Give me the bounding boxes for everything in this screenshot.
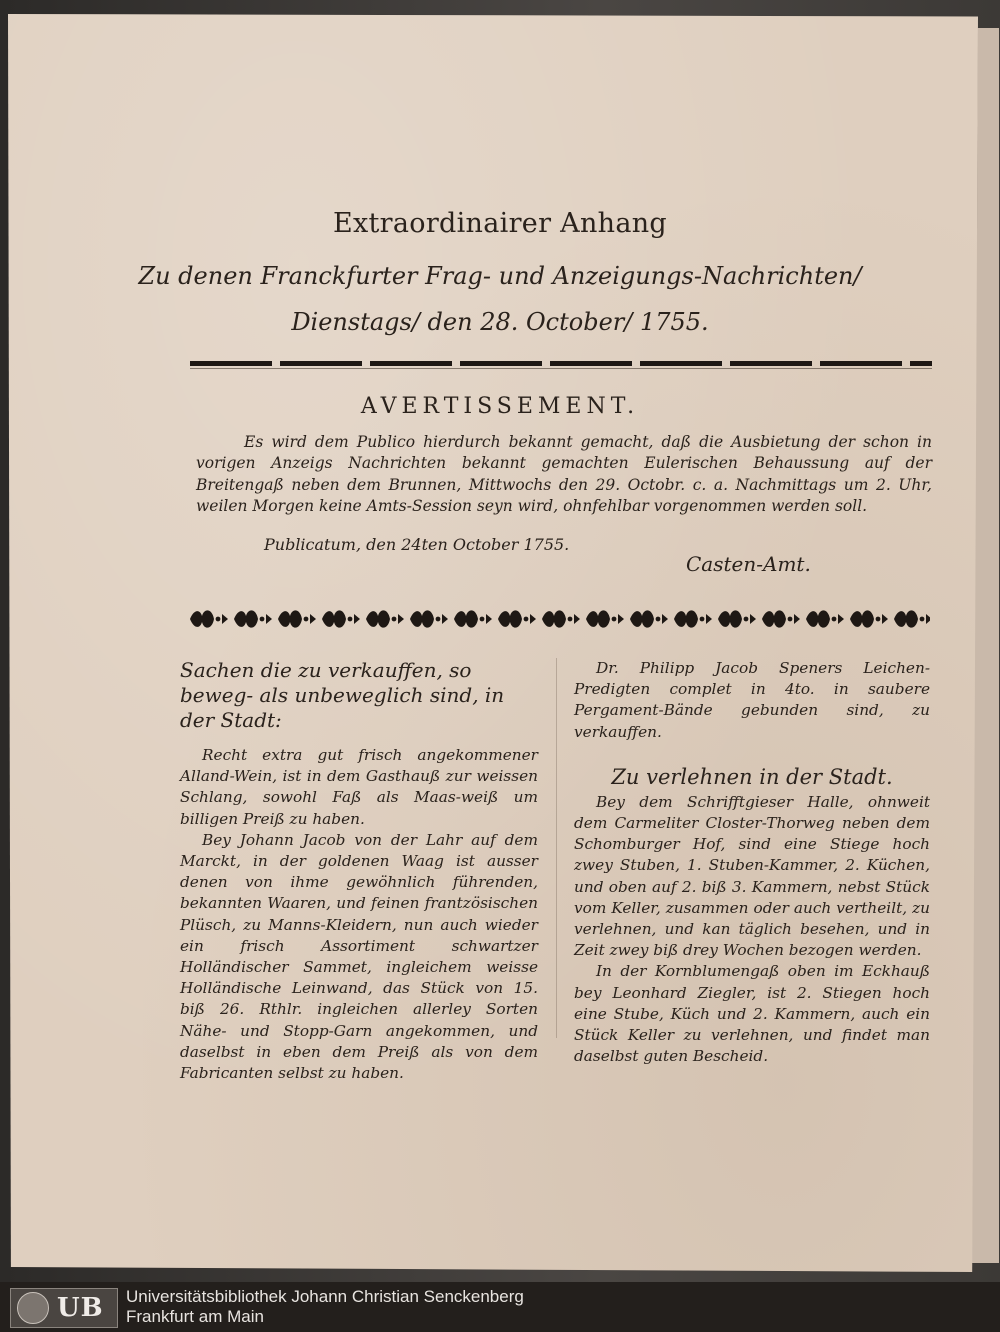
ornament-motif — [366, 610, 404, 627]
document-subtitle: Zu denen Franckfurter Frag- und Anzeigungs-Nachrichten/ — [138, 262, 862, 290]
right-intro-paragraph: Dr. Philipp Jacob Speners Leichen-Predigten complet in 4to. in saubere Pergament-Bände gebunden sind, zu verkauffen. — [574, 659, 930, 741]
avertissement-body: Es wird dem Publico hierdurch bekannt gemacht, daß die Ausbietung der schon in vorigen Anzeigs Nachrichten bekannt gemachten Eulerischen Behaussung auf der Breitengaß neben dem Brunnen, Mittwochs den 29. Octobr. c. a. Nachmittags um 2. Uhr, weilen Morgen keine Amts-Session seyn wird, ohnfehlbar vorgenommen werden soll. — [196, 433, 932, 515]
dashed-rule — [190, 361, 932, 366]
ornament-motif — [190, 610, 228, 627]
right-paragraph-2: In der Kornblumengaß oben im Eckhauß bey Leonhard Ziegler, ist 2. Stiegen hoch eine Stube, Küch und 2. Kammern, auch ein Stück Keller zu verlehnen, und findet man daselbst guten Bescheid. — [574, 962, 930, 1066]
document-date: Dienstags/ den 28. October/ 1755. — [291, 308, 709, 336]
ornament-motif — [718, 610, 756, 627]
column-divider — [556, 658, 557, 1038]
ornament-motif — [322, 610, 360, 627]
institution-name — [126, 1287, 524, 1327]
thin-rule — [190, 368, 932, 369]
left-column — [180, 658, 538, 1084]
avertissement-heading: AVERTISSEMENT. — [360, 394, 640, 419]
document-title: Extraordinairer Anhang — [332, 208, 667, 239]
institution-line-2: Frankfurt am Main — [126, 1307, 264, 1326]
issuing-office: Casten-Amt. — [686, 552, 811, 576]
ornament-motif — [850, 610, 888, 627]
ornament-motif — [894, 610, 930, 627]
logo-text: UB — [57, 1293, 104, 1323]
left-paragraph-2: Bey Johann Jacob von der Lahr auf dem Marckt, in der goldenen Waag ist ausser denen von ihme gewöhnlich führenden, bekannten Waaren, und feinen frantzösischen Plüsch, zu Manns-Kleidern, nun auch wieder ein frisch Assortiment schwartzer Holländischer Sammet, ingleichem weisse Holländische Leinwand, das Stück von 15. biß 26. Rthlr. ingleichen allerley Sorten Nähe- und Stopp-Garn angekommen, und daselbst in eben dem Preiß als von dem Fabricanten selbst zu haben. — [180, 830, 538, 1083]
ornament-motif — [542, 610, 580, 627]
left-paragraph-1: Recht extra gut frisch angekommener Alland-Wein, ist in dem Gasthauß zur weissen Schlang, sowohl Faß als Maas-weiß um billigen Preiß zu haben. — [180, 746, 538, 828]
ornament-motif — [806, 610, 844, 627]
publication-line: Publicatum, den 24ten October 1755. — [264, 535, 570, 554]
ornament-motif — [278, 610, 316, 627]
right-column-heading: Zu verlehnen in der Stadt. — [611, 764, 893, 789]
ornament-motif — [586, 610, 624, 627]
portrait-medallion-icon — [17, 1292, 49, 1324]
institution-line-1: Universitätsbibliothek Johann Christian Senckenberg — [126, 1287, 524, 1306]
left-column-heading: Sachen die zu verkauffen, so beweg- als unbeweglich sind, in der Stadt: — [180, 658, 505, 732]
library-logo — [10, 1288, 118, 1328]
ornament-motif — [454, 610, 492, 627]
ornament-motif — [410, 610, 448, 627]
ornament-border — [188, 604, 930, 634]
avertissement-text — [196, 432, 932, 517]
library-footer — [0, 1282, 1000, 1332]
ornament-motif — [498, 610, 536, 627]
right-column — [574, 658, 930, 1067]
ornament-motif — [674, 610, 712, 627]
right-paragraph-1: Bey dem Schrifftgieser Halle, ohnweit dem Carmeliter Closter-Thorweg neben dem Schomburger Hof, sind eine Stiege hoch zwey Stuben, 1. Stuben-Kammer, 2. Küchen, und oben auf 2. biß 3. Kammern, nebst Stück vom Keller, zusammen oder auch vertheilt, zu verlehnen, und kan täglich besehen, und in Zeit zwey biß drey Wochen bezogen werden. — [574, 792, 930, 960]
ornament-motif — [234, 610, 272, 627]
ornament-motif — [630, 610, 668, 627]
ornament-motif — [762, 610, 800, 627]
